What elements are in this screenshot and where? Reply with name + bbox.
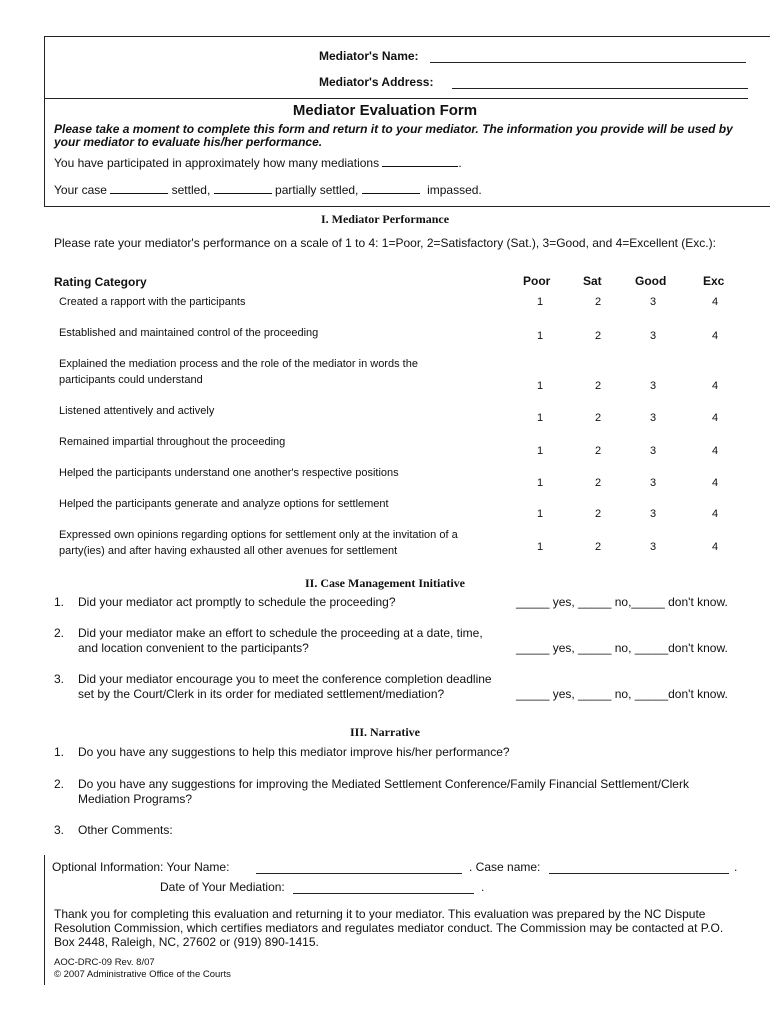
narrative-text: Do you have any suggestions for improving the Mediated Settlement Conference/Family Financial Settlement/Clerk xyxy=(78,777,689,791)
left-border-top xyxy=(44,36,45,206)
case-name-field[interactable] xyxy=(549,873,729,874)
question-text-cont: set by the Court/Clerk in its order for mediated settlement/mediation? xyxy=(78,687,445,701)
question-number: 3. xyxy=(54,672,65,686)
mediation-date-label: Date of Your Mediation: xyxy=(160,880,285,894)
rating-3[interactable]: 3 xyxy=(649,296,657,308)
optional-info-label: Optional Information: Your Name: xyxy=(52,860,230,874)
mediator-name-label: Mediator's Name: xyxy=(319,49,419,63)
rating-3[interactable]: 3 xyxy=(649,477,657,489)
case-name-label: . Case name: xyxy=(469,860,541,874)
row-text: Established and maintained control of the proceeding xyxy=(59,327,319,339)
header-divider xyxy=(44,98,748,99)
narrative-number: 1. xyxy=(54,745,65,759)
rating-category-header: Rating Category xyxy=(54,275,147,289)
section2-title: II. Case Management Initiative xyxy=(305,576,465,590)
case-label: Your case xyxy=(54,183,107,197)
rating-1[interactable]: 1 xyxy=(536,445,544,457)
mediation-date-field[interactable] xyxy=(293,893,474,894)
rating-2[interactable]: 2 xyxy=(594,508,602,520)
section1-instructions: Please rate your mediator's performance on a scale of 1 to 4: 1=Poor, 2=Satisfactory (Sat.), 3=Good, and 4=Excellent (Exc.): xyxy=(54,236,716,250)
mediations-prefix: You have participated in approximately how many mediations xyxy=(54,156,380,170)
good-header: Good xyxy=(635,274,667,288)
rating-2[interactable]: 2 xyxy=(594,445,602,457)
partially-settled-label: partially settled, xyxy=(275,183,359,197)
exc-header: Exc xyxy=(703,274,725,288)
narrative-text-cont: Mediation Programs? xyxy=(78,792,193,806)
left-border-bottom xyxy=(44,855,45,985)
question-answer-options[interactable]: _____ yes, _____ no, _____don't know. xyxy=(516,687,728,701)
rating-3[interactable]: 3 xyxy=(649,445,657,457)
section1-title: I. Mediator Performance xyxy=(320,212,450,226)
mediator-address-field[interactable] xyxy=(452,88,748,89)
rating-3[interactable]: 3 xyxy=(649,380,657,392)
partially-settled-field[interactable] xyxy=(214,182,272,194)
sat-header: Sat xyxy=(583,274,602,288)
settled-field[interactable] xyxy=(110,182,168,194)
rating-3[interactable]: 3 xyxy=(649,330,657,342)
form-id: AOC-DRC-09 Rev. 8/07 xyxy=(54,957,155,968)
rating-4[interactable]: 4 xyxy=(711,412,719,424)
rating-1[interactable]: 1 xyxy=(536,296,544,308)
mediations-question xyxy=(54,155,462,170)
settled-label: settled, xyxy=(171,183,211,197)
rating-4[interactable]: 4 xyxy=(711,508,719,520)
rating-1[interactable]: 1 xyxy=(536,508,544,520)
row-text: Helped the participants understand one another's respective positions xyxy=(59,467,399,479)
thank-you-text: Thank you for completing this evaluation and returning it to your mediator. This evaluation was prepared by the NC Dispute Resolution Commission, which certifies mediators and regulates mediator conduct. The Commission may be contacted at P.O. Box 2448, Raleigh, NC, 27602 or (919) 890-1415. xyxy=(54,907,724,949)
rating-4[interactable]: 4 xyxy=(711,445,719,457)
rating-2[interactable]: 2 xyxy=(594,330,602,342)
rating-1[interactable]: 1 xyxy=(536,541,544,553)
rating-4[interactable]: 4 xyxy=(711,477,719,489)
rating-1[interactable]: 1 xyxy=(536,330,544,342)
rating-2[interactable]: 2 xyxy=(594,541,602,553)
rating-4[interactable]: 4 xyxy=(711,330,719,342)
impassed-label: impassed. xyxy=(427,183,482,197)
question-answer-options[interactable]: _____ yes, _____ no,_____ don't know. xyxy=(516,595,728,609)
question-answer-options[interactable]: _____ yes, _____ no, _____don't know. xyxy=(516,641,728,655)
rating-2[interactable]: 2 xyxy=(594,380,602,392)
case-outcome-line xyxy=(54,182,482,197)
form-intro: Please take a moment to complete this form and return it to your mediator. The information you provide will be used by your mediator to evaluate his/her performance. xyxy=(54,122,733,149)
row-text: Remained impartial throughout the proceeding xyxy=(59,436,286,448)
section-divider xyxy=(44,206,770,207)
rating-3[interactable]: 3 xyxy=(649,508,657,520)
rating-1[interactable]: 1 xyxy=(536,477,544,489)
row-text: Listened attentively and actively xyxy=(59,405,215,417)
rating-2[interactable]: 2 xyxy=(594,412,602,424)
top-rule xyxy=(44,36,770,37)
row-text-cont: participants could understand xyxy=(59,374,203,386)
rating-2[interactable]: 2 xyxy=(594,477,602,489)
mediations-count-field[interactable] xyxy=(382,155,458,167)
row-text-cont: party(ies) and after having exhausted all other avenues for settlement xyxy=(59,545,398,557)
mediator-name-field[interactable] xyxy=(430,62,746,63)
rating-1[interactable]: 1 xyxy=(536,412,544,424)
mediations-suffix: . xyxy=(458,156,462,170)
question-text: Did your mediator encourage you to meet the conference completion deadline xyxy=(78,672,492,686)
row-text: Created a rapport with the participants xyxy=(59,296,246,308)
narrative-text: Do you have any suggestions to help this mediator improve his/her performance? xyxy=(78,745,510,759)
row-text: Explained the mediation process and the role of the mediator in words the xyxy=(59,358,418,370)
poor-header: Poor xyxy=(523,274,551,288)
rating-3[interactable]: 3 xyxy=(649,541,657,553)
question-text: Did your mediator make an effort to schedule the proceeding at a date, time, xyxy=(78,626,483,640)
row-text: Expressed own opinions regarding options for settlement only at the invitation of a xyxy=(59,529,458,541)
impassed-field[interactable] xyxy=(362,182,420,194)
your-name-field[interactable] xyxy=(256,873,462,874)
rating-2[interactable]: 2 xyxy=(594,296,602,308)
question-text: Did your mediator act promptly to schedule the proceeding? xyxy=(78,595,396,609)
question-number: 2. xyxy=(54,626,65,640)
rating-1[interactable]: 1 xyxy=(536,380,544,392)
section3-title: III. Narrative xyxy=(350,725,420,739)
question-number: 1. xyxy=(54,595,65,609)
mediation-date-dot: . xyxy=(481,880,485,894)
narrative-number: 2. xyxy=(54,777,65,791)
mediator-address-label: Mediator's Address: xyxy=(319,75,434,89)
row-text: Helped the participants generate and analyze options for settlement xyxy=(59,498,389,510)
narrative-text: Other Comments: xyxy=(78,823,173,837)
copyright: © 2007 Administrative Office of the Courts xyxy=(54,969,231,980)
form-title: Mediator Evaluation Form xyxy=(292,102,478,119)
rating-3[interactable]: 3 xyxy=(649,412,657,424)
rating-4[interactable]: 4 xyxy=(711,380,719,392)
rating-4[interactable]: 4 xyxy=(711,541,719,553)
rating-4[interactable]: 4 xyxy=(711,296,719,308)
narrative-number: 3. xyxy=(54,823,65,837)
question-text-cont: and location convenient to the participants? xyxy=(78,641,309,655)
case-name-end-dot: . xyxy=(734,860,738,874)
